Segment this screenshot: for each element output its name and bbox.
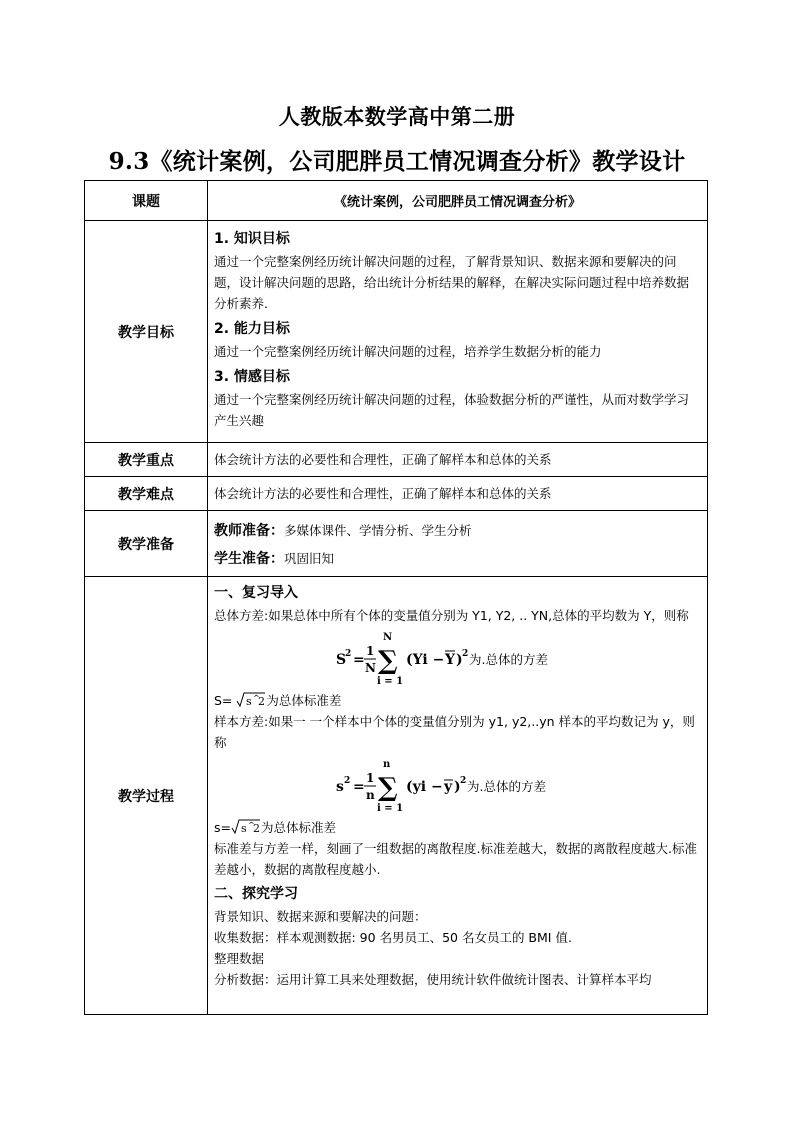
background-text: 背景知识、数据来源和要解决的问题： xyxy=(214,909,427,924)
population-std-line xyxy=(214,690,701,711)
focus-label: 教学重点 xyxy=(85,443,208,477)
focus-text: 体会统计方法的必要性和合理性，正确了解样本和总体的关系 xyxy=(214,452,552,467)
population-variance-formula-graphic xyxy=(328,626,588,690)
table-row-difficulty xyxy=(85,477,708,511)
svg-text:i = 1: i = 1 xyxy=(376,676,403,687)
sample-variance-formula xyxy=(214,753,701,817)
difficulty-label: 教学难点 xyxy=(85,477,208,511)
sqrt-s2-symbol-2 xyxy=(231,819,261,835)
population-std-prefix: S= xyxy=(214,693,233,708)
explore-heading: 二、探究学习 xyxy=(214,886,298,902)
objectives-cell xyxy=(208,221,708,443)
knowledge-goal-text: 通过一个完整案例经历统计解决问题的过程，了解背景知识、数据来源和要解决的问题，设计解决问题的思路，给出统计分析结果的解释，在解决实际问题过程中培养数据分析素养. xyxy=(214,254,690,311)
svg-text:2: 2 xyxy=(253,822,260,835)
svg-text:s: s xyxy=(246,695,253,708)
analyze-data-text: 分析数据：运用计算工具来处理数据，使用统计软件做统计图表、计算样本平均 xyxy=(214,972,652,987)
table-row-process xyxy=(85,577,708,1015)
svg-text:^: ^ xyxy=(253,694,261,703)
sample-std-line xyxy=(214,817,701,838)
population-variance-formula xyxy=(214,626,701,690)
svg-text:S: S xyxy=(335,652,346,668)
svg-text:2: 2 xyxy=(343,776,350,786)
svg-text:2: 2 xyxy=(461,649,468,659)
process-cell xyxy=(208,577,708,1015)
emotion-goal-text: 通过一个完整案例经历统计解决问题的过程，体验数据分析的严谨性，从而对数学学习产生兴趣 xyxy=(214,392,690,428)
formula2-suffix: 为.总体的方差 xyxy=(466,779,546,794)
svg-text:2: 2 xyxy=(258,695,266,708)
svg-text:(yi −: (yi − xyxy=(405,779,443,795)
svg-text:2: 2 xyxy=(344,649,351,659)
header-left-cell: 课题 xyxy=(85,181,208,221)
focus-cell xyxy=(208,443,708,477)
table-row-preparation xyxy=(85,511,708,577)
preparation-cell xyxy=(208,511,708,577)
student-prep-line xyxy=(214,545,701,573)
std-explanation-text: 标准差与方差一样，刻画了一组数据的离散程度.标准差越大，数据的离散程度越大.标准差越小，数据的离散程度越小. xyxy=(214,841,697,877)
difficulty-text: 体会统计方法的必要性和合理性，正确了解样本和总体的关系 xyxy=(214,486,552,501)
document-title-line2: 9.3《统计案例，公司肥胖员工情况调查分析》教学设计 xyxy=(108,148,686,175)
organize-data-text: 整理数据 xyxy=(214,951,265,966)
svg-text:): ) xyxy=(455,652,463,668)
svg-text:n: n xyxy=(382,759,390,770)
difficulty-cell xyxy=(208,477,708,511)
document-title-line1: 人教版本数学高中第二册 xyxy=(278,104,516,129)
preparation-label: 教学准备 xyxy=(85,511,208,577)
objectives-label: 教学目标 xyxy=(85,221,208,443)
svg-text:=: = xyxy=(352,652,365,668)
svg-text:=: = xyxy=(352,779,365,795)
table-row-objectives xyxy=(85,221,708,443)
svg-text:(Yi −: (Yi − xyxy=(405,652,444,668)
ability-goal-text: 通过一个完整案例经历统计解决问题的过程，培养学生数据分析的能力 xyxy=(214,344,602,359)
sample-variance-formula-graphic xyxy=(328,753,588,817)
svg-text:): ) xyxy=(453,779,461,795)
svg-text:s: s xyxy=(335,779,344,795)
emotion-goal-heading: 3. 情感目标 xyxy=(214,369,290,385)
student-prep-text: 巩固旧知 xyxy=(284,551,335,566)
svg-text:1: 1 xyxy=(365,771,374,785)
svg-text:N: N xyxy=(364,661,376,675)
formula1-suffix: 为.总体的方差 xyxy=(468,652,548,667)
svg-text:s: s xyxy=(241,822,247,835)
teacher-prep-text: 多媒体课件、学情分析、学生分析 xyxy=(284,523,472,538)
svg-text:N: N xyxy=(382,632,392,643)
table-row-focus xyxy=(85,443,708,477)
svg-text:n: n xyxy=(365,788,375,802)
svg-text:i = 1: i = 1 xyxy=(376,803,403,814)
process-label: 教学过程 xyxy=(85,577,208,1015)
svg-text:y: y xyxy=(443,779,452,795)
svg-text:Y: Y xyxy=(444,652,455,668)
population-variance-text: 总体方差:如果总体中所有个体的变量值分别为 Y1, Y2, .. YN,总体的平均数为 Y，则称 xyxy=(214,608,689,623)
student-prep-label: 学生准备： xyxy=(214,551,284,567)
sample-std-suffix: 为总体标准差 xyxy=(261,820,337,835)
svg-text:^: ^ xyxy=(248,821,255,830)
teacher-prep-line xyxy=(214,517,701,545)
svg-text:∑: ∑ xyxy=(377,773,398,803)
table-row-header xyxy=(85,181,708,221)
review-heading: 一、复习导入 xyxy=(214,585,298,601)
ability-goal-heading: 2. 能力目标 xyxy=(214,321,290,337)
svg-text:2: 2 xyxy=(459,776,466,786)
sqrt-s2-symbol xyxy=(236,692,266,708)
collect-data-text: 收集数据：样本观测数据: 90 名男员工、50 名女员工的 BMI 值. xyxy=(214,930,572,945)
lesson-plan-table xyxy=(84,180,708,1015)
teacher-prep-label: 教师准备： xyxy=(214,523,284,539)
header-right-cell: 《统计案例，公司肥胖员工情况调查分析》 xyxy=(208,181,708,221)
population-std-suffix: 为总体标准差 xyxy=(266,693,342,708)
knowledge-goal-heading: 1. 知识目标 xyxy=(214,231,290,247)
sample-std-prefix: s= xyxy=(214,820,231,835)
svg-text:∑: ∑ xyxy=(377,646,398,676)
svg-text:1: 1 xyxy=(365,644,374,658)
sample-variance-text: 样本方差:如果一 一个样本中个体的变量值分别为 y1, y2,..yn 样本的平均数记为 y，则称 xyxy=(214,714,695,750)
